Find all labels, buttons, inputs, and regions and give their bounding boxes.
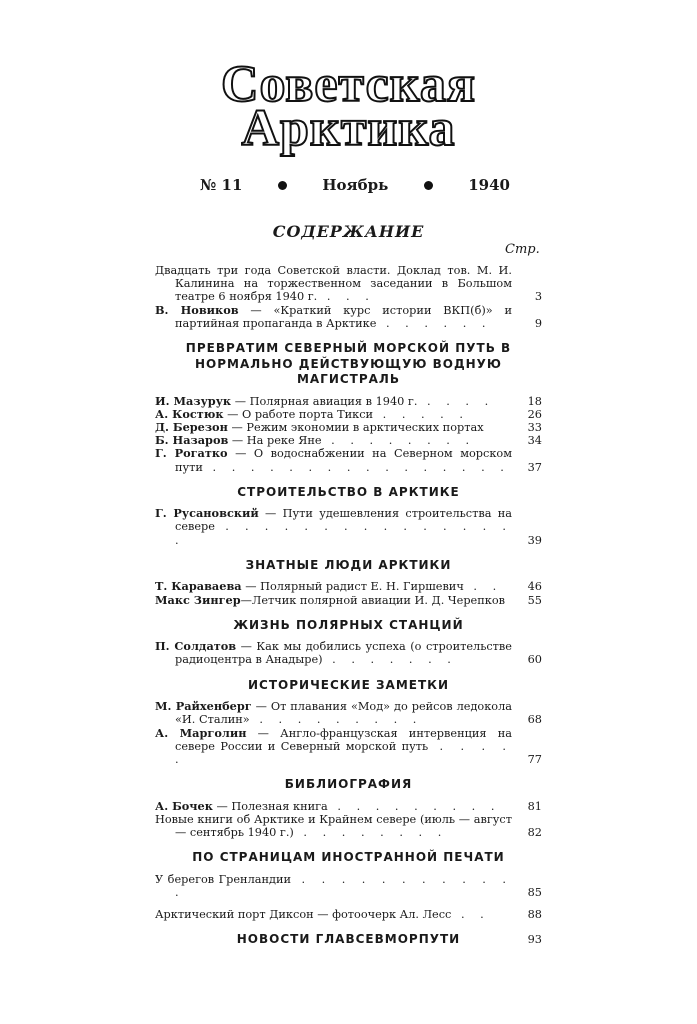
toc-entry xyxy=(155,908,542,921)
bullet-icon xyxy=(424,181,433,190)
leader-dots: . . . . . xyxy=(373,407,469,421)
page-number: 34 xyxy=(527,434,542,448)
section-heading-text: ЖИЗНЬ ПОЛЯРНЫХ СТАНЦИЙ xyxy=(233,617,464,632)
entry-title: Арктический порт Диксон — фотоочерк Ал. Лесс xyxy=(155,908,452,922)
entry-author: М. Райхенберг xyxy=(155,699,252,714)
leader-dots: . . . . . . . . . xyxy=(249,713,423,727)
page-number: 68 xyxy=(527,713,542,727)
page-number: 60 xyxy=(527,653,542,667)
entry-author: И. Мазурук xyxy=(155,393,232,408)
page-number: 3 xyxy=(534,290,542,304)
page-number: 81 xyxy=(527,799,542,813)
entry-author: Г. Русановский xyxy=(155,506,259,521)
entry-title: — Как мы добились успеха (о строительстве радиоцентра в Анадыре) xyxy=(175,640,512,667)
entry-title: У берегов Гренландии xyxy=(155,872,292,886)
toc-entry xyxy=(155,640,542,666)
leader-dots: . . . . . . . . . . . . xyxy=(175,872,512,899)
issue-month: Ноябрь xyxy=(322,176,389,194)
page-number: 85 xyxy=(527,885,542,899)
section-heading-text: БИБЛИОГРАФИЯ xyxy=(284,777,413,792)
page-number: 39 xyxy=(527,533,542,547)
page-column-label: Стр. xyxy=(505,242,540,257)
entry-title: — От плавания «Мод» до рейсов ледокола «И. Сталин» xyxy=(175,700,512,727)
section-heading xyxy=(155,558,542,574)
entry-author: Т. Караваева xyxy=(155,579,242,594)
entry-author: А. Бочек xyxy=(155,798,213,813)
leader-dots: . . . . . . . . . xyxy=(327,799,501,813)
toc-entry xyxy=(155,727,542,767)
bullet-icon xyxy=(278,181,287,190)
issue-line xyxy=(200,176,510,194)
toc-entry xyxy=(155,813,542,839)
issue-number: № 11 xyxy=(200,176,243,194)
leader-dots: . . xyxy=(463,580,503,594)
entry-title: — О работе порта Тикси xyxy=(223,407,374,421)
leader-dots: . . . . . . . . . . . . . . . . xyxy=(175,520,512,547)
entry-author: Д. Березон xyxy=(155,419,228,434)
contents-title: СОДЕРЖАНИЕ xyxy=(272,222,425,241)
page-number: 88 xyxy=(527,908,542,922)
entry-title: — Пути удешевления строительства на севере xyxy=(175,507,513,534)
leader-dots: . . . . . . . . xyxy=(293,826,448,840)
section-heading xyxy=(155,678,542,694)
leader-dots: . . . . . . . xyxy=(322,653,457,667)
entry-author: В. Новиков xyxy=(155,302,239,317)
entry-author: Б. Назаров xyxy=(155,433,229,448)
page-number: 18 xyxy=(527,394,542,408)
entry-title: — Полярная авиация в 1940 г. xyxy=(231,394,418,408)
section-heading-text: ПО СТРАНИЦАМ ИНОСТРАННОЙ ПЕЧАТИ xyxy=(192,850,505,865)
entry-title: — О водоснабжении на Северном морском пути xyxy=(175,447,512,474)
page-number: 55 xyxy=(527,593,542,607)
toc-entry xyxy=(155,594,542,607)
section-heading xyxy=(155,850,542,866)
page-number: 26 xyxy=(527,407,542,421)
leader-dots: . . . xyxy=(317,290,375,304)
entry-author: Макс Зингер xyxy=(155,592,241,607)
toc-entry xyxy=(155,264,542,304)
leader-dots: . . xyxy=(451,908,490,922)
issue-year: 1940 xyxy=(468,176,510,194)
entry-title: Двадцать три года Советской власти. Доклад тов. М. И. Калинина на торжественном заседании в Большом театре 6 ноября 1940 г. xyxy=(155,264,512,304)
leader-dots: . . . . . . . . . . . . . . . . xyxy=(202,460,510,474)
toc-entry xyxy=(155,700,542,726)
toc-entry xyxy=(155,304,542,330)
leader-dots: . . . . xyxy=(417,394,495,408)
entry-title: — Режим экономии в арктических портах xyxy=(227,420,484,434)
section-heading xyxy=(155,341,542,388)
toc-entry xyxy=(155,800,542,813)
entry-title: — Англо-французская интервенция на севере России и Северный морской путь xyxy=(175,726,512,753)
section-heading xyxy=(155,932,542,948)
toc-entry xyxy=(155,447,542,473)
leader-dots: . . . . . . . . xyxy=(321,434,476,448)
page-number: 93 xyxy=(527,933,542,947)
page-number: 9 xyxy=(534,316,542,330)
entry-title: — На реке Яне xyxy=(228,434,322,448)
entry-author: А. Марголин xyxy=(155,725,247,740)
page-number: 33 xyxy=(527,420,542,434)
entry-title: —Летчик полярной авиации И. Д. Черепков xyxy=(240,593,505,607)
page-number: 77 xyxy=(527,752,542,766)
section-heading xyxy=(155,618,542,634)
entry-author: П. Солдатов xyxy=(155,639,237,654)
masthead-line-1: Советская xyxy=(221,56,476,113)
section-heading xyxy=(155,777,542,793)
page-number: 37 xyxy=(527,460,542,474)
section-heading-text: НОВОСТИ ГЛАВСЕВМОРПУТИ xyxy=(236,932,461,947)
section-heading-text: ЗНАТНЫЕ ЛЮДИ АРКТИКИ xyxy=(245,557,452,572)
page-number: 82 xyxy=(527,826,542,840)
section-heading xyxy=(155,485,542,501)
leader-dots: . . . . . . xyxy=(376,316,492,330)
entry-author: А. Костюк xyxy=(155,406,224,421)
toc-entry xyxy=(155,507,542,547)
section-heading-text: ПРЕВРАТИМ СЕВЕРНЫЙ МОРСКОЙ ПУТЬ В НОРМАЛЬНО ДЕЙСТВУЮЩУЮ ВОДНУЮ МАГИСТРАЛЬ xyxy=(185,341,512,387)
toc-entry xyxy=(155,873,542,899)
page-number: 46 xyxy=(527,580,542,594)
table-of-contents xyxy=(155,264,542,955)
section-heading-text: СТРОИТЕЛЬСТВО В АРКТИКЕ xyxy=(237,484,460,499)
masthead-line-2: Арктика xyxy=(241,100,456,157)
entry-author: Г. Рогатко xyxy=(155,446,228,461)
leader-dots: . . . . . xyxy=(175,739,512,766)
entry-title: — Полярный радист Е. Н. Гиршевич xyxy=(241,580,464,594)
entry-title: — Полезная книга xyxy=(212,799,328,813)
entry-title: Новые книги об Арктике и Крайнем севере (июль — август — сентябрь 1940 г.) xyxy=(155,812,512,840)
section-heading-text: ИСТОРИЧЕСКИЕ ЗАМЕТКИ xyxy=(248,677,449,692)
entry-title: — «Краткий курс истории ВКП(б)» и партийная пропаганда в Арктике xyxy=(175,303,512,330)
